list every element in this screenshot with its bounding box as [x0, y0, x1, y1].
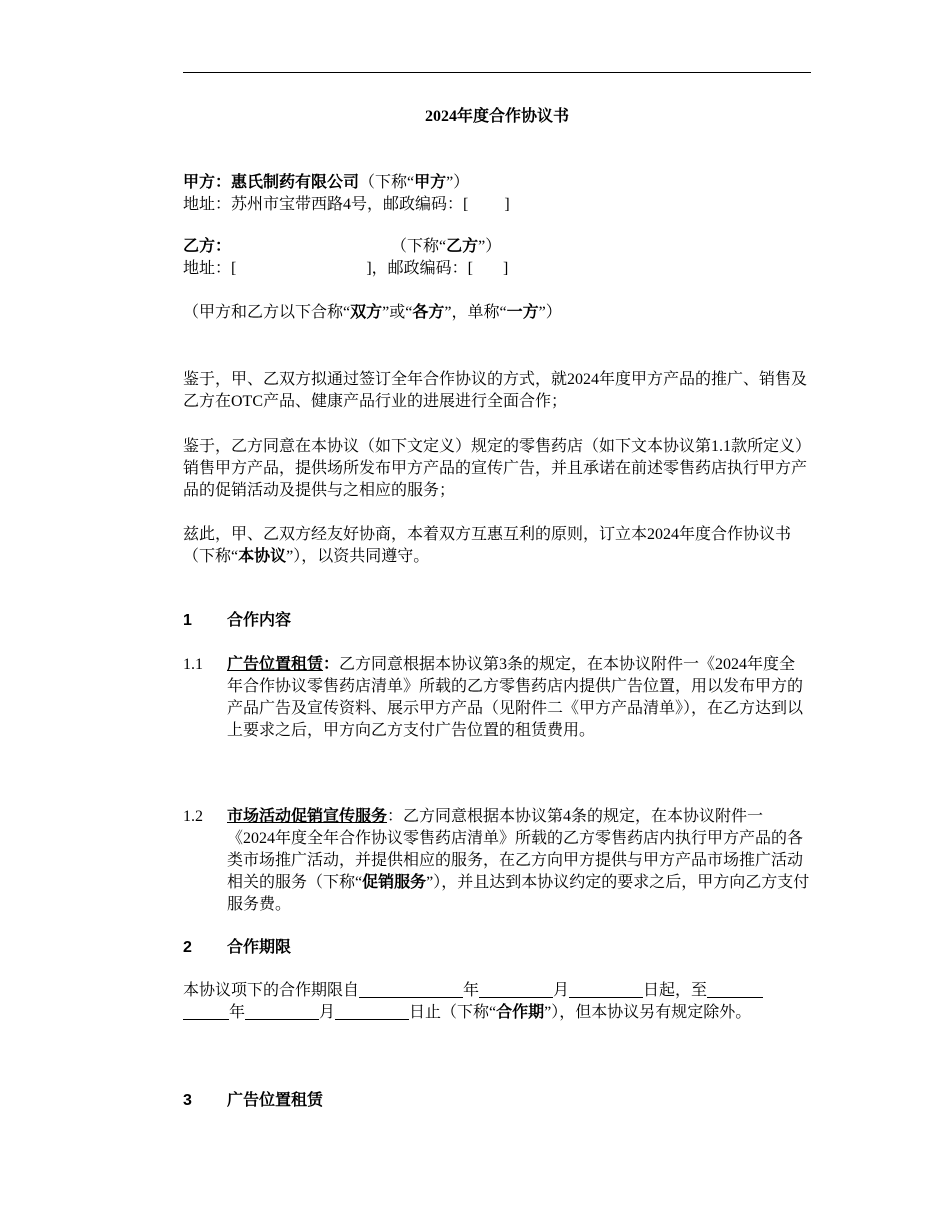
- section-number: 1: [183, 612, 192, 629]
- clause-number: 1.2: [183, 808, 203, 825]
- term-bold: 合作期: [496, 1004, 545, 1021]
- section-title: 广告位置租赁: [227, 1092, 324, 1109]
- clause-bold-term: 促销服务: [362, 874, 427, 891]
- party-b-line: [183, 236, 811, 258]
- term-paragraph: [183, 980, 811, 1024]
- party-b-alias-close: ”）: [478, 238, 502, 255]
- party-a-address-end: ]: [504, 196, 510, 213]
- note-bold-one: 一方: [506, 304, 539, 321]
- section-title: 合作内容: [227, 612, 292, 629]
- party-a-alias-open: （下称“: [359, 174, 415, 191]
- clause-1-2: [183, 806, 811, 916]
- note-text-4: ”）: [538, 304, 562, 321]
- clause-1-1: [183, 654, 811, 742]
- term-text-start: 本协议项下的合作期限自: [183, 982, 360, 999]
- party-a-line: [183, 172, 811, 194]
- section-3-heading: [183, 1090, 811, 1112]
- clause-text: [227, 806, 811, 916]
- both-parties-note: [183, 302, 811, 324]
- year-blank[interactable]: [359, 980, 463, 998]
- recital-3: [183, 524, 811, 568]
- section-1-heading: [183, 610, 811, 632]
- party-b-address: [183, 258, 811, 280]
- party-a-alias: 甲方: [414, 174, 447, 191]
- end-day-blank[interactable]: [335, 1002, 409, 1020]
- month-blank[interactable]: [479, 980, 553, 998]
- clause-colon: ：: [387, 808, 404, 825]
- recital-2: 鉴于，乙方同意在本协议（如下文定义）规定的零售药店（如下文本协议第1.1款所定义）销售甲方产品，提供场所发布甲方产品的宣传广告，并且承诺在前述零售药店执行甲方产品的促销活动及提供与之相应的服务；: [183, 438, 812, 499]
- party-a-alias-close: ”）: [446, 174, 470, 191]
- clause-colon: ：: [323, 656, 340, 673]
- recital-3-text: 兹此，甲、乙双方经友好协商，本着双方互惠互利的原则，订立本2024年度合作协议书（下称“: [183, 526, 792, 565]
- clause-body: 乙方同意根据本协议第3条的规定，在本协议附件一《2024年度全年合作协议零售药店清单》所载的乙方零售药店内提供广告位置，用以发布甲方的产品广告及宣传资料、展示甲方产品（见附件二《甲方产品清单》），在乙方达到以上要求之后，甲方向乙方支付广告位置的租赁费用。: [227, 656, 804, 739]
- document-title: 2024年度合作协议书: [424, 108, 569, 125]
- clause-number: 1.1: [183, 656, 203, 673]
- party-a-address-text: 地址：苏州市宝带西路4号，邮政编码：[: [183, 196, 469, 213]
- year-label: 年: [463, 982, 480, 999]
- clause-title: 广告位置租赁: [227, 656, 324, 673]
- section-number: 3: [183, 1092, 192, 1109]
- day-blank[interactable]: [569, 980, 643, 998]
- day-from-label: 日起，至: [643, 982, 708, 999]
- end-year-blank-a[interactable]: [707, 980, 763, 998]
- month-label: 月: [553, 982, 570, 999]
- note-bold-both: 双方: [350, 304, 383, 321]
- day-to-label: 日止（下称“: [409, 1004, 497, 1021]
- end-year-label: 年: [229, 1004, 246, 1021]
- party-b-alias-open: （下称“: [391, 238, 447, 255]
- party-b-address-end: ]: [503, 260, 509, 277]
- party-a-address: [183, 194, 811, 216]
- recital-3-end: ”），以资共同遵守。: [286, 548, 430, 565]
- top-rule: [183, 72, 811, 73]
- note-text-3: ”，单称“: [444, 304, 507, 321]
- section-2-heading: [183, 937, 811, 959]
- section-title: 合作期限: [227, 939, 292, 956]
- party-b-address-mid: ]，邮政编码：[: [366, 260, 474, 277]
- recital-3-bold: 本协议: [238, 548, 287, 565]
- section-number: 2: [183, 939, 192, 956]
- clause-text: [227, 654, 811, 742]
- party-a-label: 甲方：: [183, 174, 232, 191]
- end-month-label: 月: [319, 1004, 336, 1021]
- end-year-blank-b[interactable]: [183, 1002, 229, 1020]
- clause-body-end: ”），并且达到本协议约定的要求之后，甲方向乙方支付服务费。: [227, 874, 810, 913]
- party-b-label: 乙方：: [183, 238, 232, 255]
- note-text-1: （甲方和乙方以下合称“: [183, 304, 351, 321]
- party-b-alias: 乙方: [446, 238, 479, 255]
- clause-body: 乙方同意根据本协议第4条的规定，在本协议附件一《2024年度全年合作协议零售药店清单》所载的乙方零售药店内执行甲方产品的各类市场推广活动，并提供相应的服务，在乙方向甲方提供与甲方产品市场推广活动相关的服务（下称“: [227, 808, 804, 891]
- clause-title: 市场活动促销宣传服务: [227, 808, 388, 825]
- note-text-2: ”或“: [382, 304, 413, 321]
- party-b-address-start: 地址：[: [183, 260, 237, 277]
- term-text-end: ”），但本协议另有规定除外。: [544, 1004, 752, 1021]
- end-month-blank[interactable]: [245, 1002, 319, 1020]
- party-a-name: 惠氏制药有限公司: [231, 174, 360, 191]
- recital-1: 鉴于，甲、乙双方拟通过签订全年合作协议的方式，就2024年度甲方产品的推广、销售及乙方在OTC产品、健康产品行业的进展进行全面合作；: [183, 371, 808, 410]
- note-bold-each: 各方: [412, 304, 445, 321]
